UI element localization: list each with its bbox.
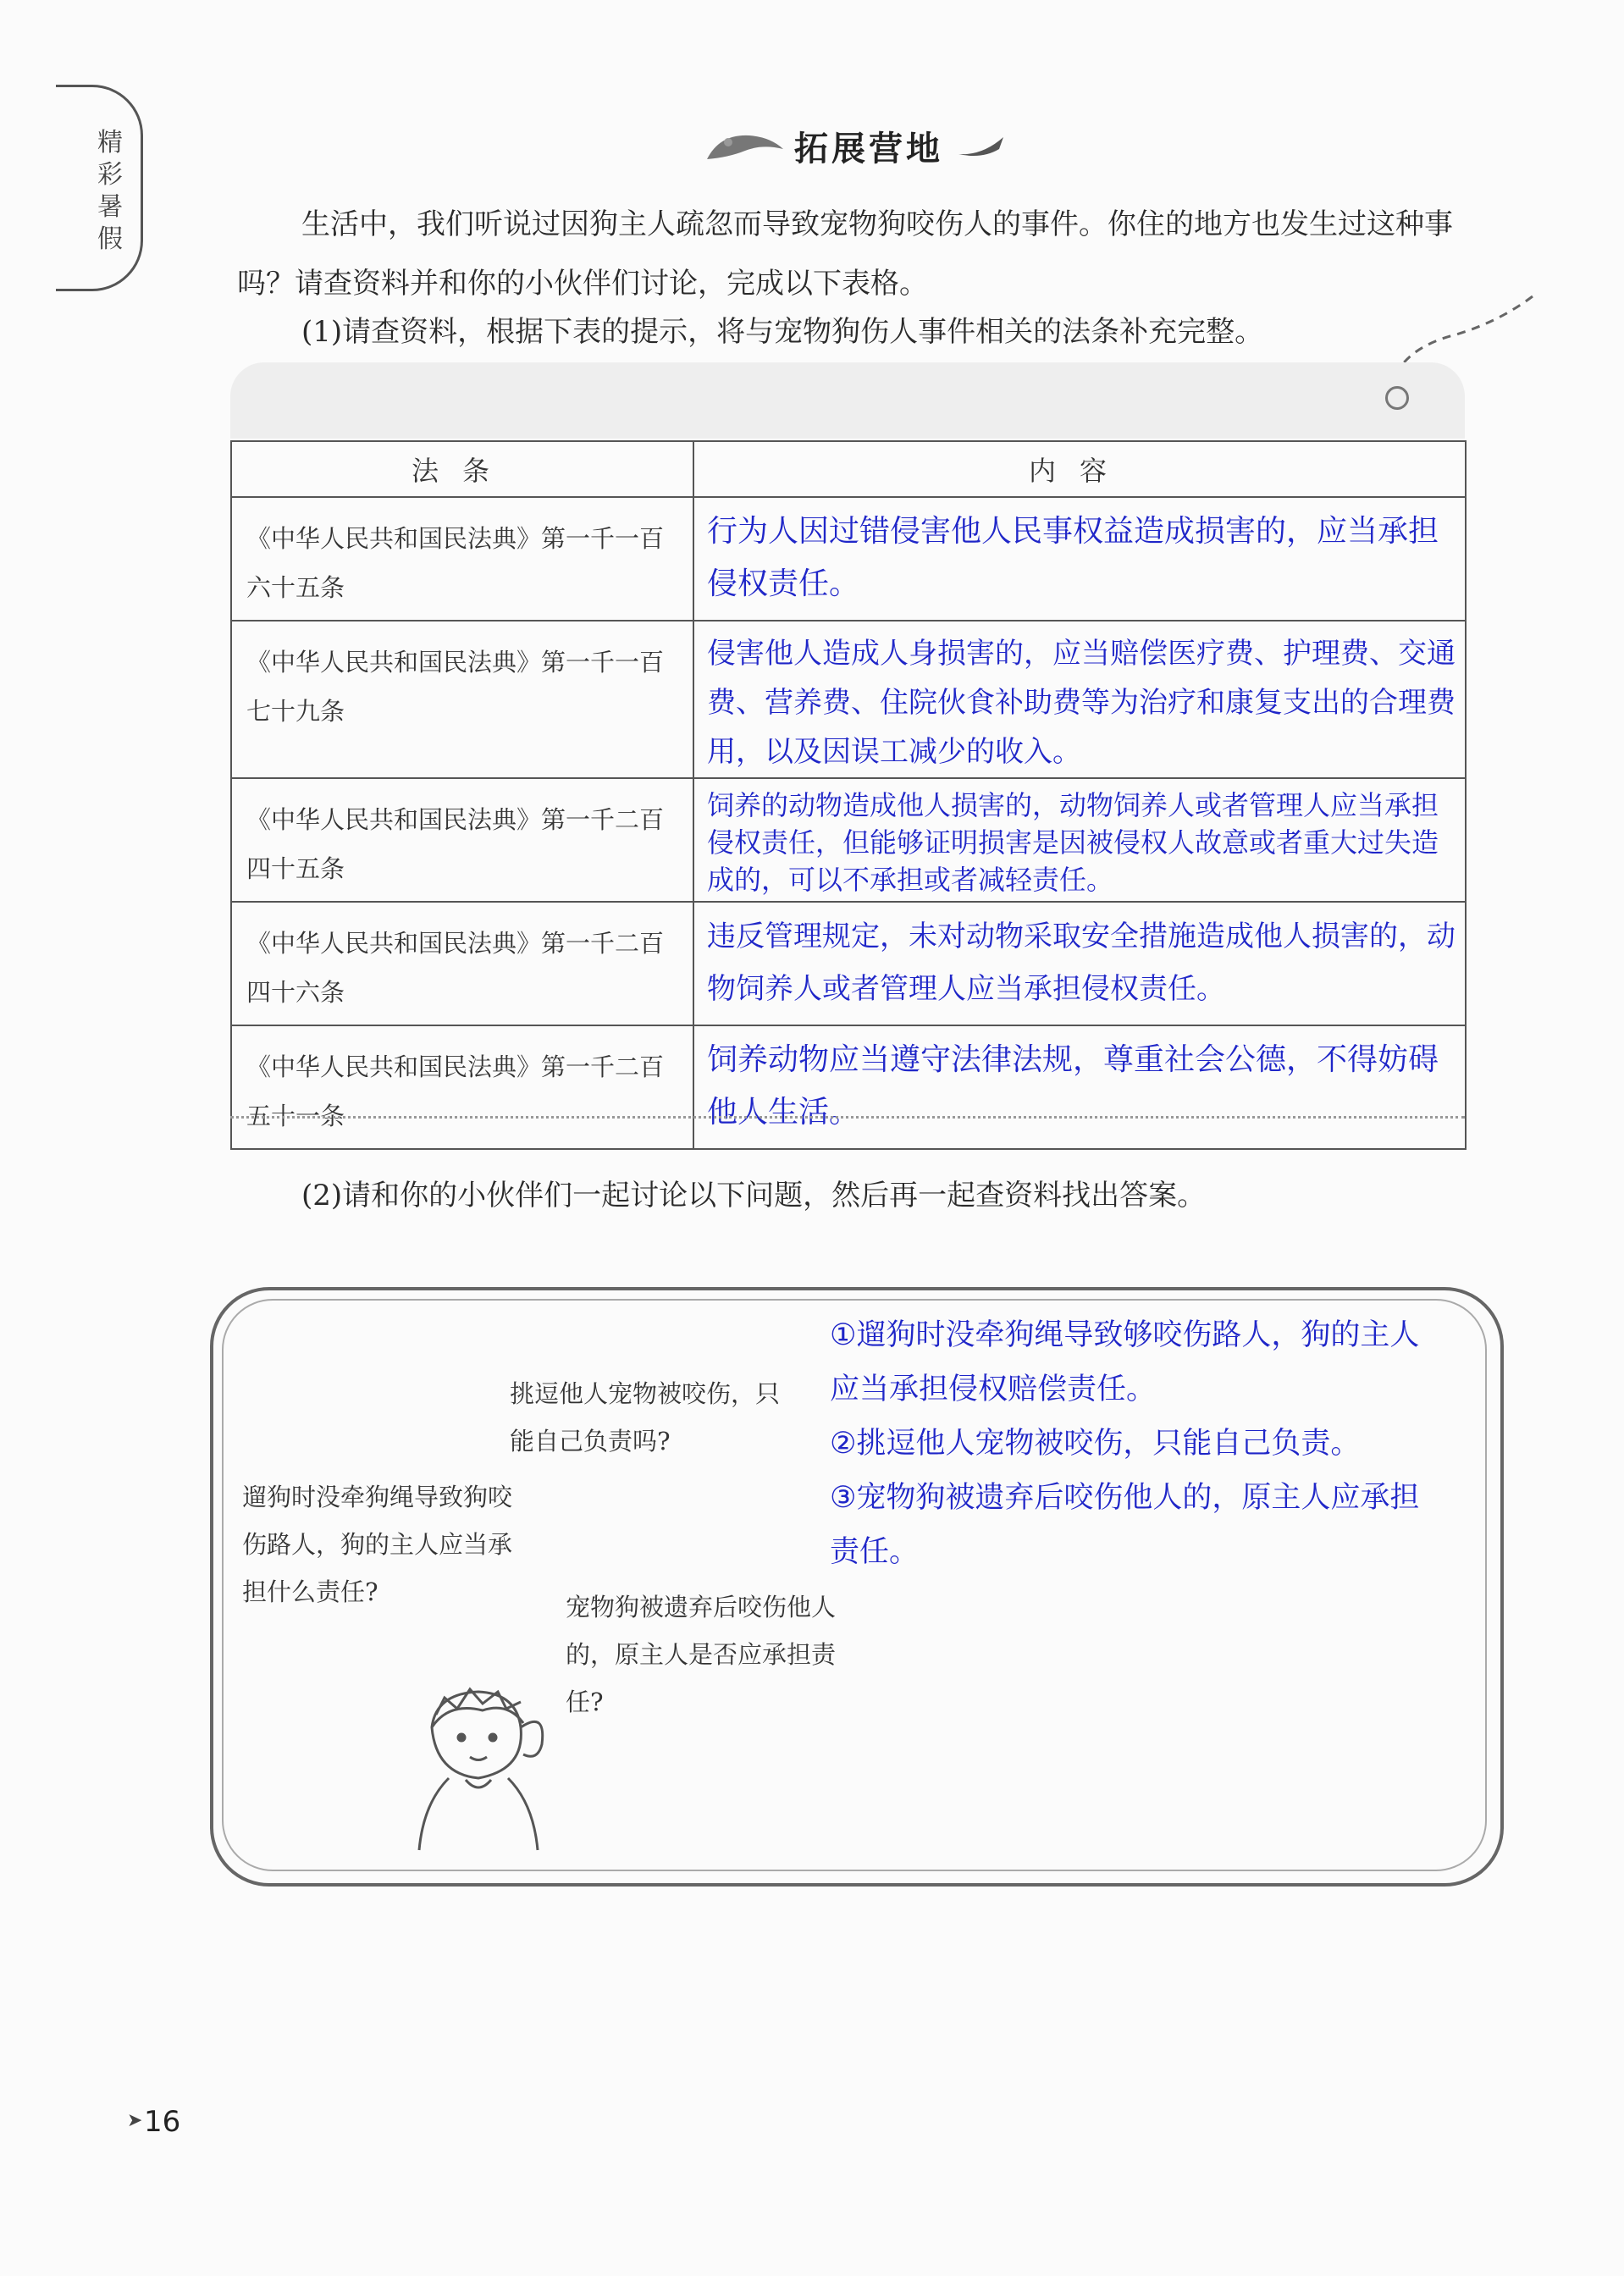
- law-name: 《中华人民共和国民法典》第一千一百六十五条: [246, 524, 665, 602]
- table-bottom-edge: [230, 1116, 1465, 1130]
- swoosh-icon: [957, 129, 1008, 163]
- boy-illustration: [398, 1677, 567, 1854]
- answer-3: ③宠物狗被遗弃后咬伤他人的，原主人应承担责任。: [830, 1481, 1420, 1569]
- ring-decoration: [1385, 386, 1409, 410]
- page-number: 16: [144, 2105, 181, 2139]
- table-row: [231, 778, 1466, 902]
- intro-paragraph: 生活中，我们听说过因狗主人疏忽而导致宠物狗咬伤人的事件。你住的地方也发生过这种事吗？请查资料并和你的小伙伴们讨论，完成以下表格。: [237, 207, 1453, 301]
- table-row: [231, 621, 1466, 778]
- law-name: 《中华人民共和国民法典》第一千二百四十六条: [246, 929, 665, 1007]
- brush-stroke-icon: [703, 125, 787, 168]
- law-content: 侵害他人造成人身损害的，应当赔偿医疗费、护理费、交通费、营养费、住院伙食补助费等为治疗和康复支出的合理费用，以及因误工减少的收入。: [707, 637, 1456, 769]
- section-header: [703, 119, 1008, 178]
- law-content: 行为人因过错侵害他人民事权益造成损害的，应当承担侵权责任。: [707, 514, 1439, 601]
- section-title: 拓展营地: [794, 130, 943, 168]
- law-content: 违反管理规定，未对动物采取安全措施造成他人损害的，动物饲养人或者管理人应当承担侵权责任。: [707, 920, 1456, 1006]
- bubble-walk-question: 遛狗时没牵狗绳导致狗咬伤路人，狗的主人应当承担什么责任?: [242, 1483, 513, 1606]
- table-banner: [230, 362, 1465, 439]
- table-row: [231, 497, 1466, 621]
- law-content: 饲养动物应当遵守法律法规，尊重社会公德，不得妨碍他人生活。: [707, 1042, 1439, 1130]
- law-name: 《中华人民共和国民法典》第一千二百四十五条: [246, 805, 665, 883]
- header-content: 内容: [693, 441, 1466, 497]
- question-1: (1)请查资料，根据下表的提示，将与宠物狗伤人事件相关的法条补充完整。: [301, 315, 1264, 349]
- table-header-row: [231, 441, 1466, 497]
- answer-1: ①遛狗时没牵狗绳导致够咬伤路人，狗的主人应当承担侵权赔偿责任。: [830, 1318, 1420, 1406]
- law-name: 《中华人民共和国民法典》第一千二百五十一条: [246, 1052, 665, 1130]
- question-2: (2)请和你的小伙伴们一起讨论以下问题，然后再一起查资料找出答案。: [301, 1179, 1207, 1213]
- handwritten-answers: [830, 1308, 1439, 1579]
- side-label: 精彩暑假: [97, 128, 123, 254]
- law-content: 饲养的动物造成他人损害的，动物饲养人或者管理人应当承担侵权责任，但能够证明损害是因被侵权人故意或者重大过失造成的，可以不承担或者减轻责任。: [707, 789, 1439, 896]
- bubble-tease-question: 挑逗他人宠物被咬伤，只能自己负责吗?: [510, 1379, 781, 1456]
- law-name: 《中华人民共和国民法典》第一千一百七十九条: [246, 648, 665, 726]
- page-arrow-icon: ➤: [127, 2110, 143, 2131]
- answer-2: ②挑逗他人宠物被咬伤，只能自己负责。: [830, 1427, 1361, 1461]
- law-table: [230, 440, 1467, 1150]
- header-law: 法条: [231, 441, 693, 497]
- table-row: [231, 902, 1466, 1025]
- bubble-abandon-question: 宠物狗被遗弃后咬伤他人的，原主人是否应承担责任?: [566, 1593, 837, 1716]
- table-row: [231, 1025, 1466, 1149]
